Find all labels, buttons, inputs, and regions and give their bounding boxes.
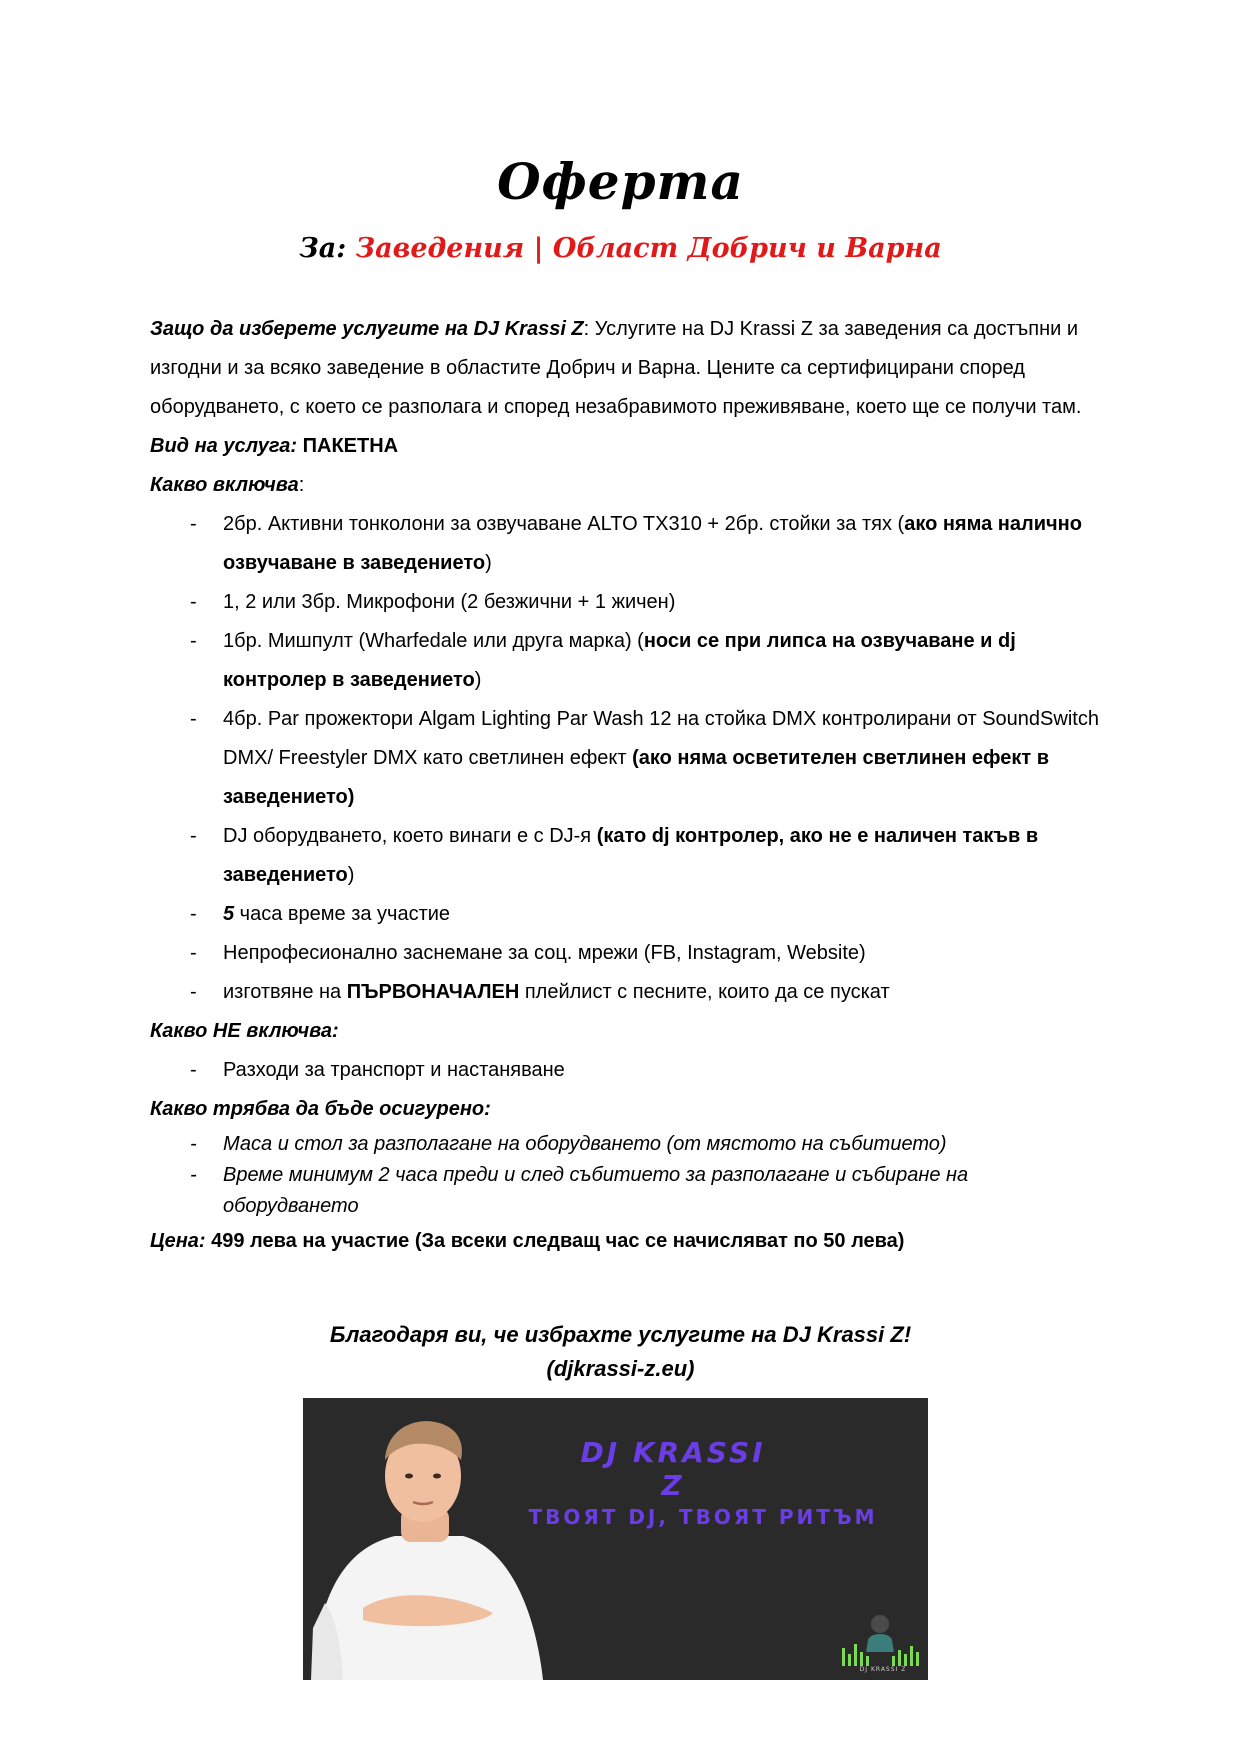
dash-marker: - <box>190 942 197 964</box>
dash-marker: - <box>190 708 197 730</box>
includes-label: Какво включва <box>150 474 299 496</box>
list-item <box>150 505 1100 583</box>
list-item <box>150 817 1100 895</box>
item-tail: плейлист с песните, които да се пускат <box>519 981 890 1003</box>
intro-paragraph <box>150 310 1100 427</box>
dash-marker: - <box>190 1133 197 1155</box>
excludes-list <box>150 1051 1100 1090</box>
item-text: 1бр. Мишпулт (Wharfedale или друга марка) ( <box>223 630 644 652</box>
dj-banner-image <box>303 1398 928 1680</box>
list-item <box>150 934 1100 973</box>
list-item <box>150 583 1100 622</box>
intro-text: Услугите на DJ Krassi Z за заведения са достъпни и изгодни и за всяко заведение в областите Добрич и Варна. Цените са сертифицирани според оборудването, с което се разполага и според незабравимото преживяване, което ще се получи там. <box>150 318 1082 418</box>
item-tail: ) <box>485 552 492 574</box>
thanks-line: Благодаря ви, че избрахте услугите на DJ Krassi Z! <box>329 1322 912 1347</box>
service-type-value: ПАКЕТНА <box>297 435 399 457</box>
list-item <box>150 1051 1100 1090</box>
includes-list <box>150 505 1100 1012</box>
includes-heading <box>150 466 1100 505</box>
list-item <box>150 700 1100 817</box>
item-lead: 5 <box>223 903 235 925</box>
list-item <box>150 973 1100 1012</box>
item-tail: ) <box>474 669 482 691</box>
item-bold: ПЪРВОНАЧАЛЕН <box>346 981 520 1003</box>
intro-colon: : <box>583 318 595 340</box>
item-text: изготвяне на <box>223 981 347 1003</box>
item-text: 4бр. Par прожектори Algam Lighting Par Wash 12 на стойка DMX контролирани от SoundSwitch DMX/ Freestyler DMX като светлинен ефект <box>223 708 1099 769</box>
list-item <box>150 1160 1100 1222</box>
item-bold: (ако няма осветителен светлинен ефект в заведението) <box>223 747 1050 808</box>
dash-marker: - <box>190 1164 197 1186</box>
item-text: Време минимум 2 часа преди и след събитието за разполагане и събиране на оборудването <box>223 1164 969 1217</box>
requirements-label: Какво трябва да бъде осигурено: <box>150 1098 491 1120</box>
excludes-heading <box>150 1012 1100 1051</box>
price-line <box>150 1222 1100 1261</box>
banner-brand-text: DJ KRASSI Z <box>580 1436 766 1502</box>
dash-marker: - <box>190 981 197 1003</box>
item-text: Маса и стол за разполагане на оборудването (от мястото на събитието) <box>223 1133 947 1155</box>
dash-marker: - <box>190 513 197 535</box>
thanks-block <box>0 1318 1241 1386</box>
service-type-label: Вид на услуга: <box>150 435 298 457</box>
includes-colon: : <box>298 474 305 496</box>
dash-marker: - <box>190 903 197 925</box>
item-bold: носи се при липса на озвучаване и dj контролер в заведението <box>223 630 1016 691</box>
banner-slogan-text: ТВОЯТ DJ, ТВОЯТ РИТЪМ <box>528 1505 878 1529</box>
item-text: DJ оборудването, което винаги е с DJ-я <box>223 825 597 847</box>
requirements-heading <box>150 1090 1100 1129</box>
item-text: Непрофесионално заснемане за соц. мрежи (FB, Instagram, Website) <box>223 942 866 964</box>
list-item <box>150 895 1100 934</box>
dash-marker: - <box>190 630 197 652</box>
page-title: Оферта <box>497 152 744 211</box>
list-item <box>150 622 1100 700</box>
dash-marker: - <box>190 1059 197 1081</box>
subtitle-prefix: За: <box>299 233 356 264</box>
dash-marker: - <box>190 591 197 613</box>
list-item <box>150 1129 1100 1160</box>
item-tail: ) <box>347 864 355 886</box>
excludes-label: Какво НЕ включва: <box>150 1020 339 1042</box>
website-link[interactable]: (djkrassi-z.eu) <box>546 1356 695 1381</box>
subtitle-highlight: Заведения | Област Добрич и Варна <box>355 233 942 264</box>
dj-mini-logo <box>838 1608 923 1668</box>
price-value: 499 лева на участие (За всеки следващ час се начисляват по 50 лева) <box>205 1230 905 1252</box>
item-text: 2бр. Активни тонколони за озвучаване ALTO TX310 + 2бр. стойки за тях ( <box>223 513 905 535</box>
offer-body <box>150 310 1100 1261</box>
dj-portrait-photo <box>303 1398 563 1680</box>
price-label: Цена: <box>150 1230 206 1252</box>
intro-label: Защо да изберете услугите на DJ Krassi Z <box>150 318 584 340</box>
service-type <box>150 427 1100 466</box>
item-bold: (като dj контролер, ако не е наличен такъв в заведението <box>223 825 1039 886</box>
mini-logo-caption: DJ KRASSI Z <box>859 1666 907 1673</box>
requirements-list <box>150 1129 1100 1222</box>
dash-marker: - <box>190 825 197 847</box>
page-subtitle <box>0 233 1241 264</box>
item-text: часа време за участие <box>234 903 451 925</box>
item-text: 1, 2 или 3бр. Микрофони (2 безжични + 1 жичен) <box>223 591 676 613</box>
item-bold: ако няма налично озвучаване в заведението <box>223 513 1082 574</box>
item-text: Разходи за транспорт и настаняване <box>223 1059 565 1081</box>
